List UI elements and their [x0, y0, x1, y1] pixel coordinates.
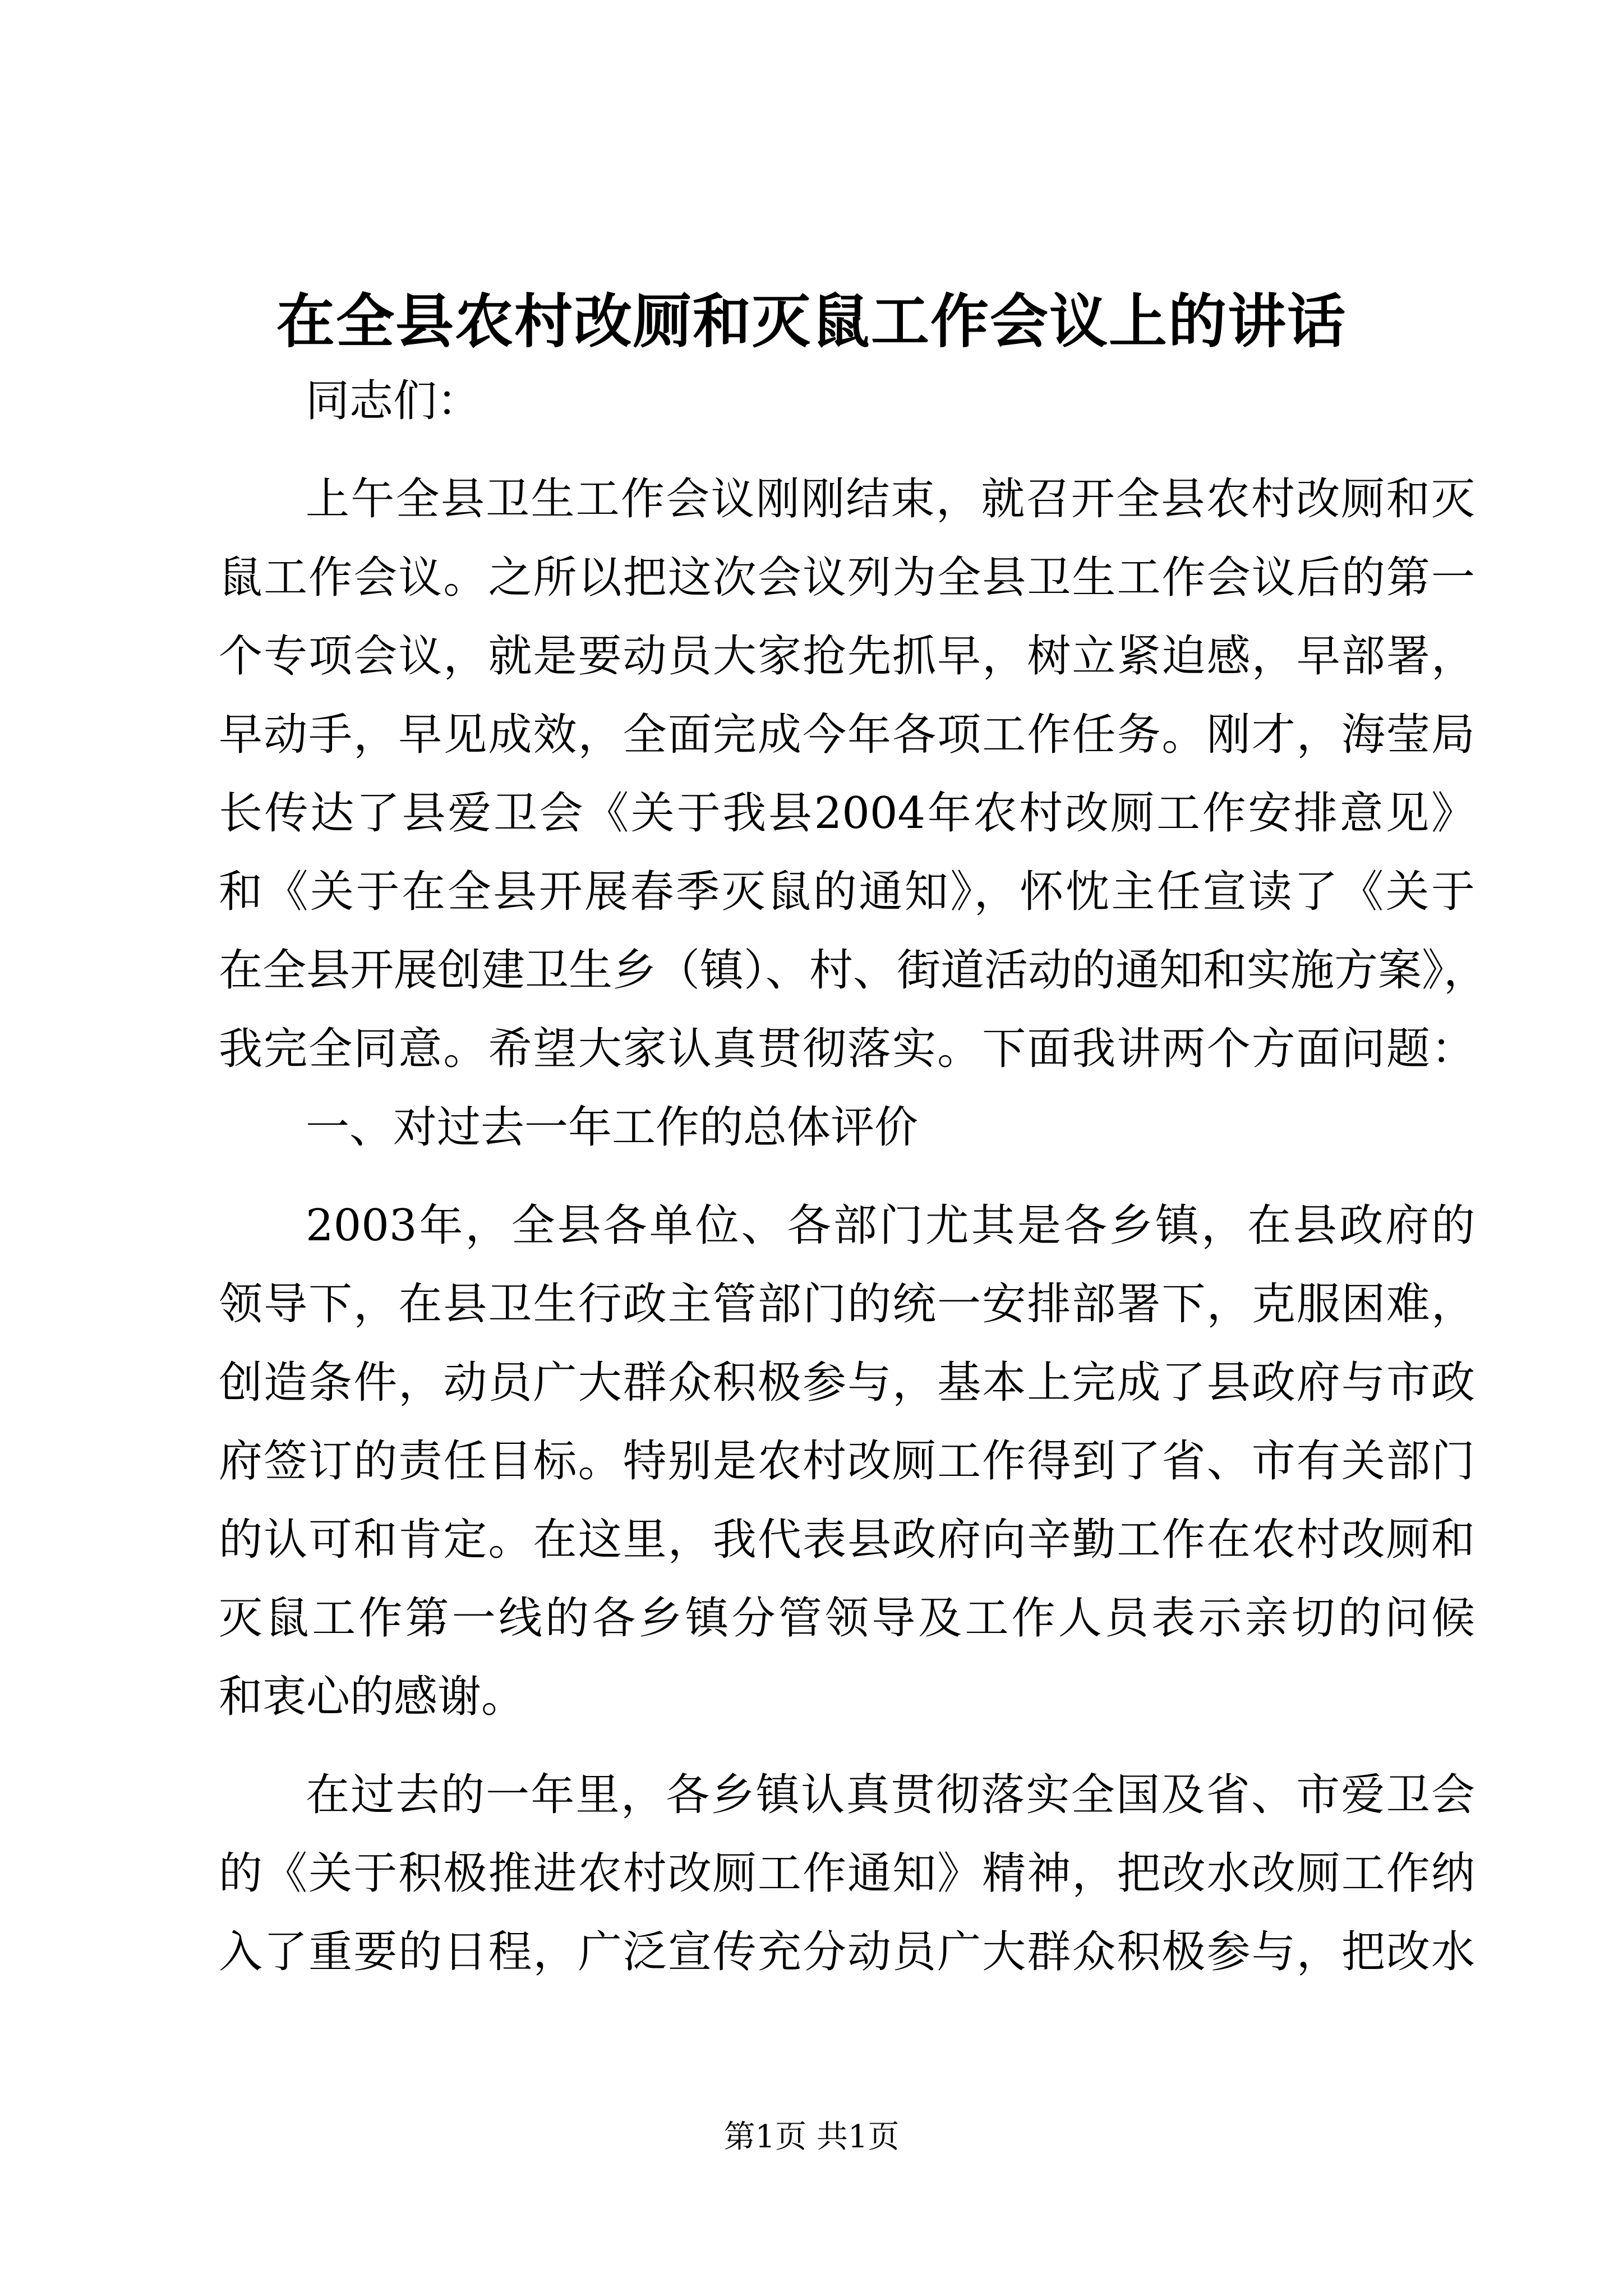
text-line: 鼠工作会议。之所以把这次会议列为全县卫生工作会议后的第一	[219, 553, 1475, 603]
text-line: 长传达了县爱卫会《关于我县2004年农村改厕工作安排意见》	[219, 788, 1475, 839]
text-line: 个专项会议，就是要动员大家抢先抓早，树立紧迫感，早部署，	[219, 631, 1475, 682]
text-line: 上午全县卫生工作会议刚刚结束，就召开全县农村改厕和灭	[306, 474, 1475, 524]
text-line: 入了重要的日程，广泛宣传充分动员广大群众积极参与，把改水	[219, 1927, 1475, 1977]
text-line: 创造条件，动员广大群众积极参与，基本上完成了县政府与市政	[219, 1358, 1475, 1408]
text-line: 府签订的责任目标。特别是农村改厕工作得到了省、市有关部门	[219, 1436, 1475, 1487]
text-line: 的认可和肯定。在这里，我代表县政府向辛勤工作在农村改厕和	[219, 1515, 1475, 1565]
text-line: 领导下，在县卫生行政主管部门的统一安排部署下，克服困难，	[219, 1279, 1475, 1329]
page-number: 第1页 共1页	[723, 2119, 900, 2155]
text-line: 2003年，全县各单位、各部门尤其是各乡镇，在县政府的	[306, 1200, 1475, 1251]
text-line: 灭鼠工作第一线的各乡镇分管领导及工作人员表示亲切的问候	[219, 1593, 1475, 1644]
text-line: 早动手，早见成效，全面完成今年各项工作任务。刚才，海莹局	[219, 710, 1475, 760]
document-title: 在全县农村改厕和灭鼠工作会议上的讲话	[276, 287, 1347, 356]
text-line: 的《关于积极推进农村改厕工作通知》精神，把改水改厕工作纳	[219, 1848, 1475, 1899]
text-line: 我完全同意。希望大家认真贯彻落实。下面我讲两个方面问题：	[219, 1024, 1475, 1074]
salutation: 同志们：	[306, 376, 481, 426]
section-heading: 一、对过去一年工作的总体评价	[306, 1102, 919, 1153]
text-line: 和《关于在全县开展春季灭鼠的通知》，怀忱主任宣读了《关于	[219, 867, 1475, 917]
text-line: 在全县开展创建卫生乡（镇）、村、街道活动的通知和实施方案》，	[219, 945, 1488, 996]
text-line: 和衷心的感谢。	[219, 1672, 525, 1722]
text-line: 在过去的一年里，各乡镇认真贯彻落实全国及省、市爱卫会	[306, 1770, 1475, 1820]
